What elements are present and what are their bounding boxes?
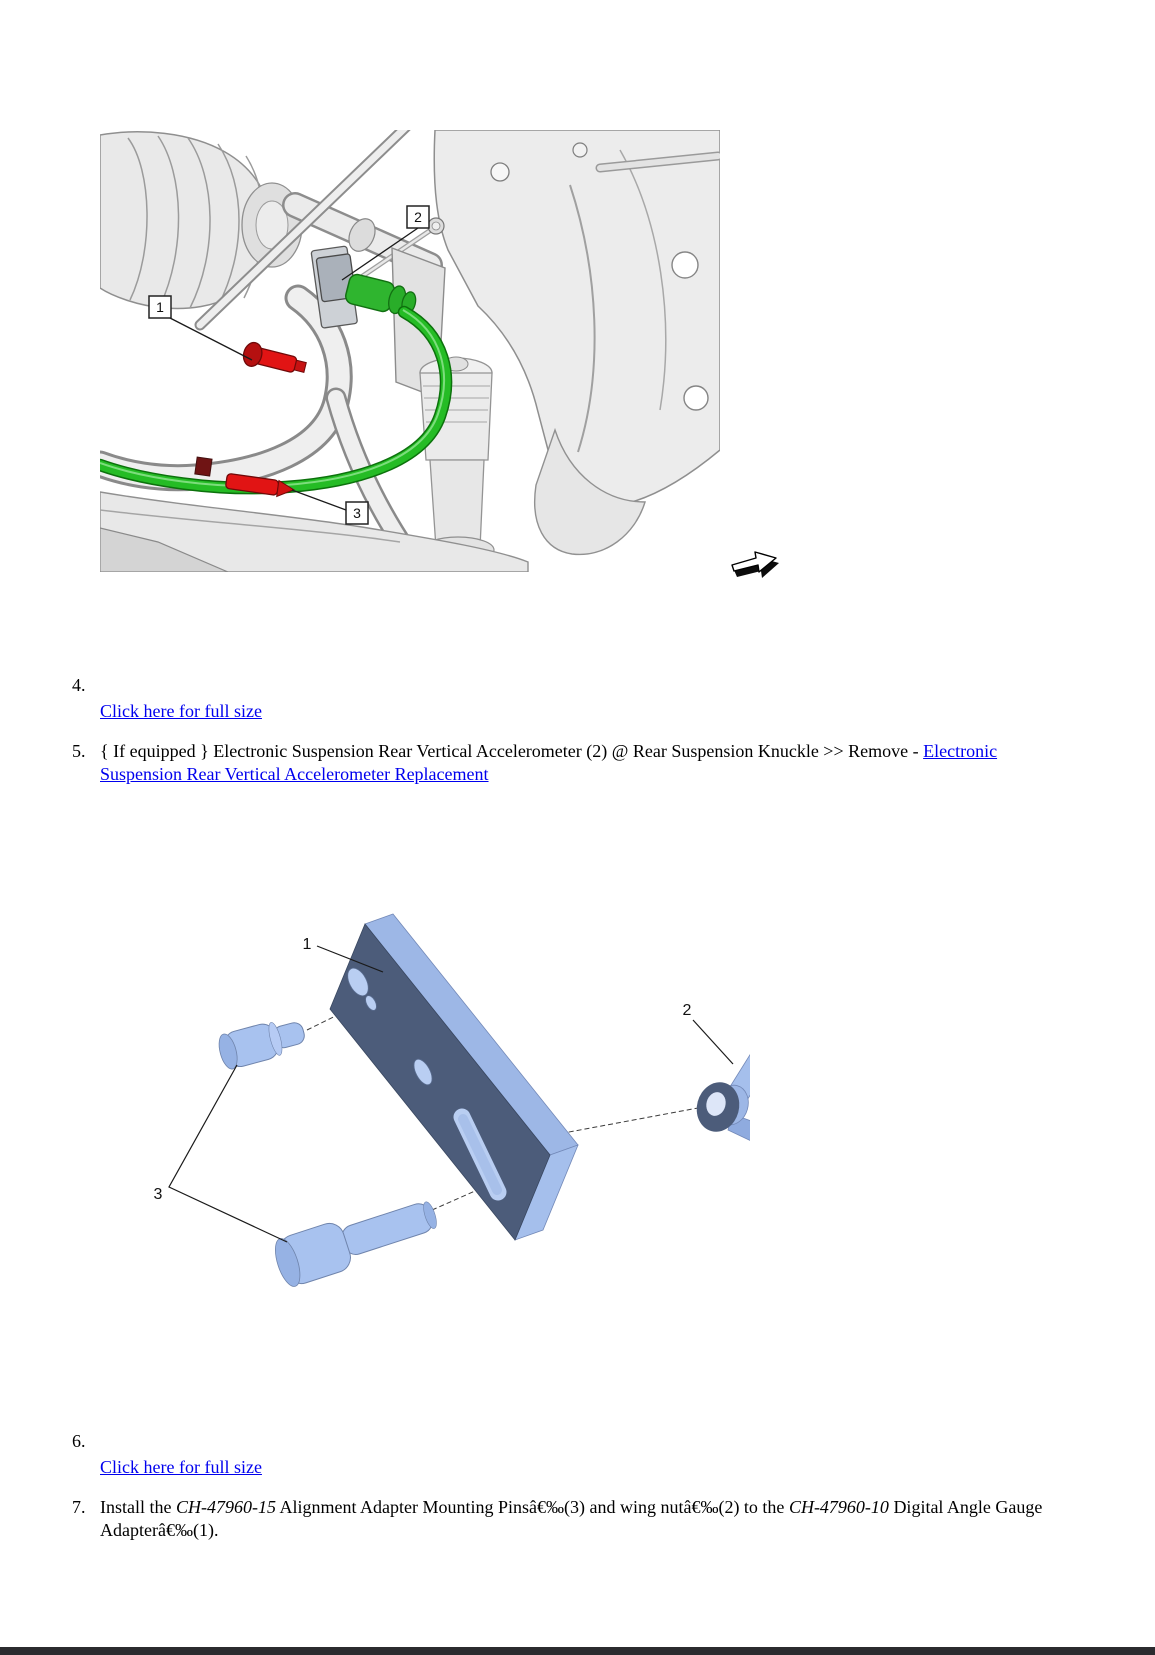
tool-number-ch-47960-15: CH-47960-15 — [175, 1497, 276, 1517]
step-number: 5. — [72, 741, 86, 761]
callout-3-label: 3 — [353, 505, 361, 521]
step-number: 4. — [72, 675, 86, 695]
step-6 — [72, 1430, 1048, 1479]
leader-line-1 — [170, 318, 252, 360]
leader-line-3 — [292, 490, 346, 510]
tool-number-ch-47960-10: CH-47960-10 — [788, 1497, 889, 1517]
full-size-image-link[interactable]: Click here for full size — [100, 1457, 262, 1477]
step-7-text: Digital Angle Gauge Adapterâ€‰(1). — [100, 1497, 1043, 1540]
suspension-illustration-svg — [100, 130, 720, 572]
alignment-adapter-illustration — [140, 862, 750, 1287]
callout-2 — [407, 206, 429, 228]
callout-1 — [149, 296, 171, 318]
accelerometer-replacement-link[interactable]: Electronic Suspension Rear Vertical Accelerometer Replacement — [100, 741, 998, 784]
leader-line-3 — [169, 1065, 287, 1242]
step-7-text: Alignment Adapter Mounting Pinsâ€‰(3) and wing nutâ€‰(2) to the — [275, 1497, 789, 1517]
alignment-dash-wing-nut — [553, 1105, 714, 1135]
alignment-adapter-svg — [140, 862, 750, 1287]
callout-1-label: 1 — [156, 299, 164, 315]
callout-3 — [346, 502, 368, 524]
full-size-image-link[interactable]: Click here for full size — [100, 701, 262, 721]
callout-2-label: 2 — [414, 209, 422, 225]
step-7-text: Install the — [100, 1497, 176, 1517]
callout-1-label: 1 — [302, 936, 312, 953]
leader-line-2 — [693, 1020, 733, 1064]
bottom-edge-bar — [0, 1647, 1155, 1655]
wing-nut — [691, 1036, 750, 1150]
mounting-pin-upper — [216, 1014, 308, 1071]
step-5-text: { If equipped } Electronic Suspension Rear Vertical Accelerometer (2) @ Rear Suspension Knuckle >> Remove - — [100, 741, 924, 761]
step-number: 7. — [72, 1497, 86, 1517]
step-7 — [72, 1496, 1048, 1542]
mounting-pin-lower — [270, 1191, 442, 1287]
callout-3-label: 3 — [153, 1186, 163, 1203]
step-5 — [72, 740, 1048, 786]
step-number: 6. — [72, 1431, 86, 1451]
step-4 — [72, 674, 1048, 723]
callout-2-label: 2 — [682, 1002, 692, 1019]
strut-boot — [100, 132, 302, 309]
suspension-illustration — [100, 130, 720, 572]
page-turn-arrow-icon — [728, 544, 780, 580]
angle-gauge-adapter-bar — [330, 914, 578, 1240]
fastener-block — [195, 457, 212, 476]
